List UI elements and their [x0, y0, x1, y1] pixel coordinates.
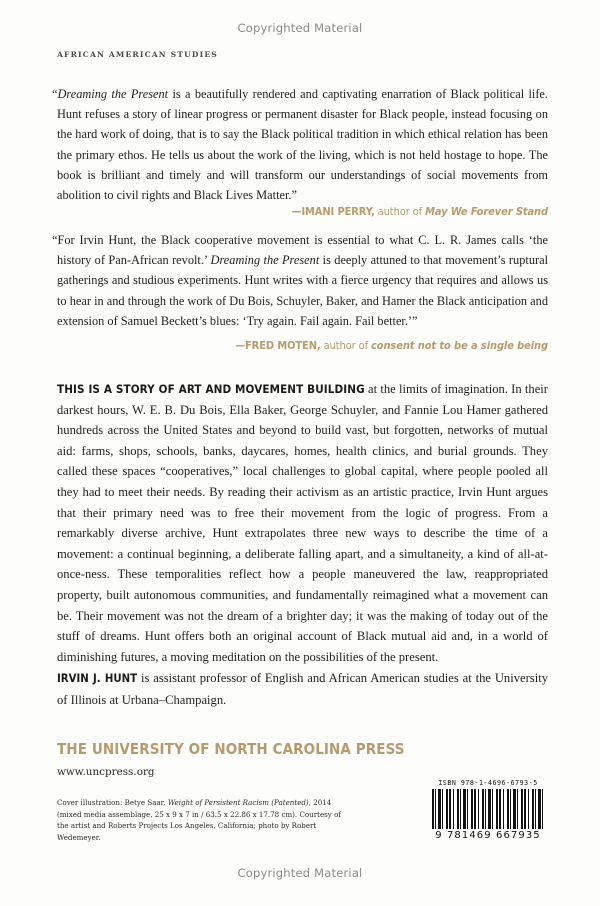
subject-category-label: AFRICAN AMERICAN STUDIES: [57, 50, 218, 59]
blurb-attribution-2: [57, 339, 548, 352]
credit-line-3: Courtesy of the artist and Roberts Projects Los Angeles, California;: [57, 809, 341, 831]
blurb-2-attribution-connector: author of: [320, 339, 372, 352]
blurb-quote-1: [52, 84, 548, 205]
isbn-barcode: [432, 779, 544, 841]
publisher-name: THE UNIVERSITY OF NORTH CAROLINA PRESS: [57, 740, 405, 758]
blurb-2-attribution-work: consent not to be a single being: [371, 339, 548, 352]
isbn-label: ISBN 978-1-4696-6793-5: [438, 779, 538, 787]
credit-line-1-prefix: Cover illustration: Betye Saar,: [57, 798, 168, 807]
blurb-2-open-quote: “: [52, 233, 58, 247]
blurb-1-attribution-connector: author of: [374, 205, 426, 218]
blurb-1-open-quote: “: [52, 87, 58, 101]
blurb-2-book-title: Dreaming the Present: [210, 253, 320, 268]
copyright-watermark-top: Copyrighted Material: [237, 21, 363, 35]
blurb-1-attribution-name: —IMANI PERRY,: [291, 205, 375, 218]
blurb-1-text: is a beautifully rendered and captivating enarration of Black political life. Hunt refuses a story of linear progress or permanent disaster for Black people, instead focusing on the hard work of doing, that is to say the Black political tradition in which ethical relation has been the primary ethos. He tells us about the work of the living, which is not held hostage to hope. The book is brilliant and timely and will transform our understandings of social movements from abolition to civil rights and Black Lives Matter.”: [57, 87, 548, 203]
blurb-2-text-part-two: is deeply attuned to that movement’s ruptural gatherings and studious experiments. Hunt writes with a fierce urgency that requires and allows us to hear in and through the work of Du Bois, Schuyler, Baker, and Hamer the Black anticipation and extension of Samuel Beckett’s blues: ‘Try again. Fail again. Fail better.’”: [57, 253, 549, 328]
credit-line-1-suffix: ,: [308, 798, 311, 807]
book-description: [57, 379, 548, 667]
author-bio: [57, 668, 548, 710]
blurb-attribution-1: [57, 205, 548, 218]
description-body: at the limits of imagination. In their darkest hours, W. E. B. Du Bois, Ella Baker, George Schuyler, and Fannie Lou Hamer gathered hundreds across the United States and beyond to build vast, but forgotten, networks of mutual aid: farms, shops, schools, banks, daycares, homes, health clinics, and burial grounds. They called these spaces “cooperatives,” local challenges to global capital, where people pooled all they had to meet their needs. By reading their activism as an artistic practice, Irvin Hunt argues that their primary need was to free their movement from the logic of progress. From a remarkably diverse archive, Hunt extrapolates three new ways to describe the time of a movement: a continual beginning, a deliberate falling apart, and a simultaneity, a kind of all-at-once-ness. These temporalities reflect how a people maneuvered the law, reappropriated property, built autonomous communities, and fundamentally reimagined what a movement can be. Their movement was not the dream of a brighter day; it was the making of today out of the stuff of dreams. Hunt offers both an original account of Black mutual aid and, in a world of diminishing futures, a moving meditation on the possibilities of the present.: [57, 382, 548, 664]
blurb-1-book-title: Dreaming the Present: [57, 87, 169, 101]
credit-line-2: 2014 (mixed media assemblage, 25 x 9 x 7 in / 63.5 x 22.86 x 17.78 cm).: [57, 798, 332, 819]
cover-illustration-credit: [57, 797, 347, 843]
blurb-1-attribution-work: May We Forever Stand: [425, 205, 548, 218]
author-bio-text: is assistant professor of English and African American studies at the University of Illinois at Urbana–Champaign.: [57, 671, 548, 707]
credit-artwork-title: Weight of Persistent Racism (Patented): [167, 798, 309, 807]
credit-line-4: photo by Robert Wedemeyer.: [57, 821, 317, 842]
blurb-quote-2: [52, 230, 549, 331]
description-lead-in: THIS IS A STORY OF ART AND MOVEMENT BUILDING: [57, 382, 365, 396]
copyright-watermark-bottom: Copyrighted Material: [237, 866, 363, 880]
publisher-website[interactable]: www.uncpress.org: [57, 766, 155, 778]
author-name: IRVIN J. HUNT: [57, 672, 138, 685]
blurb-2-attribution-name: —FRED MOTEN,: [235, 339, 321, 352]
barcode-bars-icon: [432, 789, 544, 829]
blurb-2-text-part-one: For Irvin Hunt, the Black cooperative movement is essential to what C. L. R. James calls ‘the history of Pan-African revolt.’: [57, 233, 548, 268]
barcode-digits: 9 781469 667935: [435, 830, 541, 841]
